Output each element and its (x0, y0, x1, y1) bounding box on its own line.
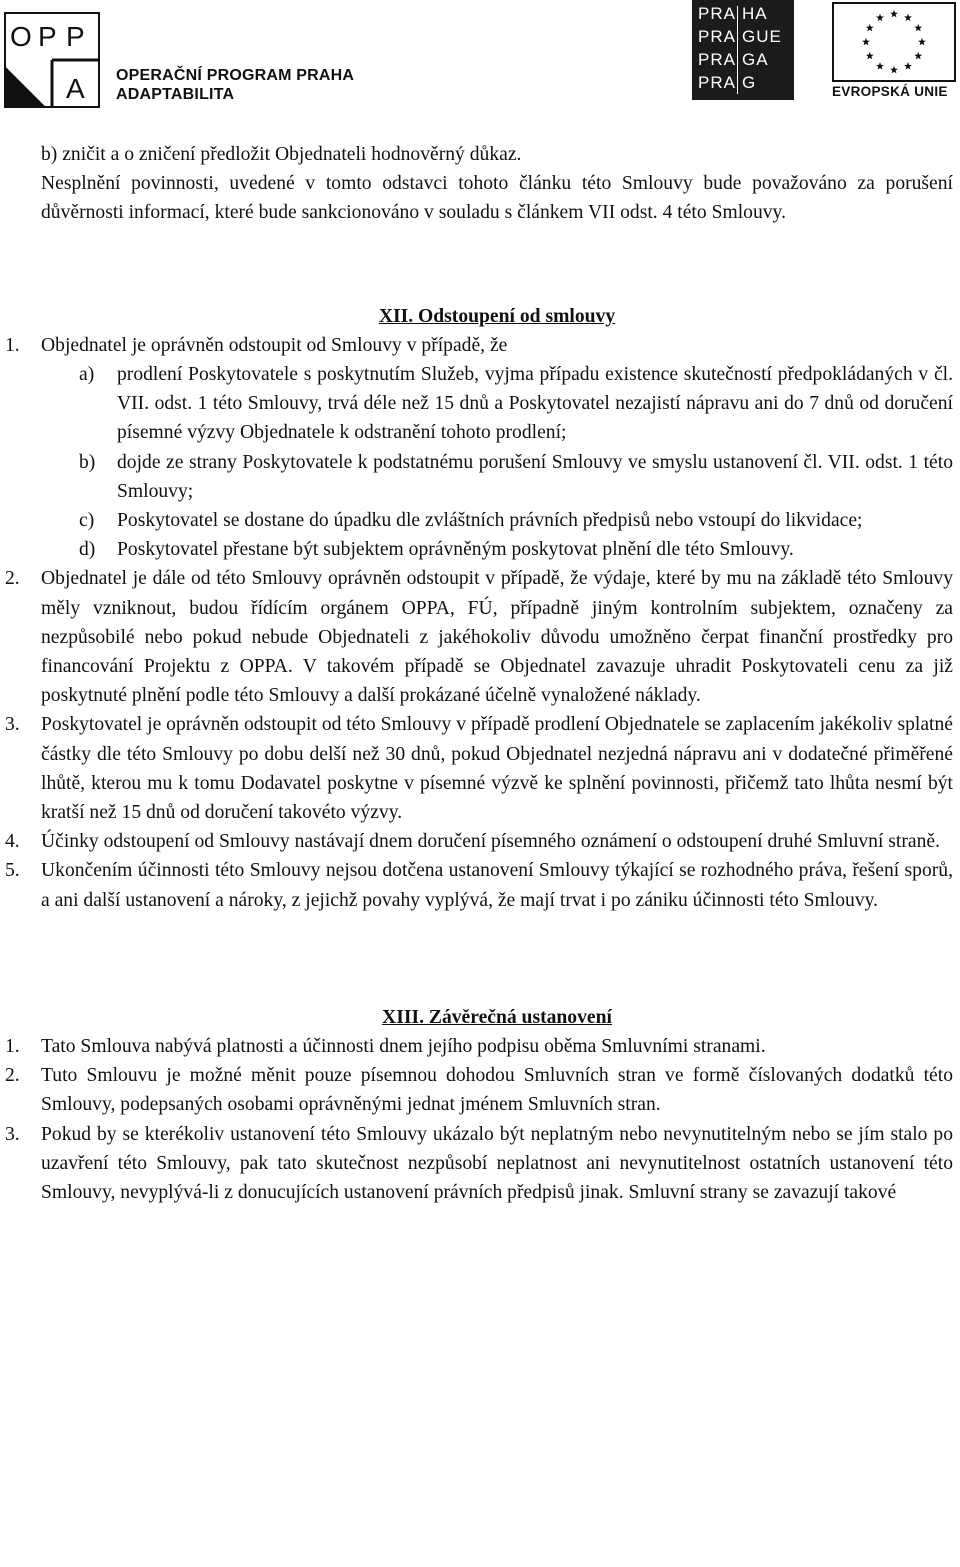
praha-cell: PRA (698, 50, 736, 69)
item-number: 2. (5, 568, 20, 590)
intro-paragraph: Nesplnění povinnosti, uvedené v tomto odstavci tohoto článku této Smlouvy bude považováno za porušení důvěrnosti informací, které bude sankcionováno v souladu s článkem VII odst. 4 této Smlouvy. (41, 173, 953, 224)
praha-logo (692, 0, 794, 100)
section-xii-item-1 (5, 331, 953, 360)
subitem-letter: c) (79, 510, 95, 532)
section-xiii-item-2 (5, 1061, 953, 1119)
subitem-c (79, 506, 953, 535)
praha-cell: GUE (742, 27, 782, 46)
section-xii-item-2 (5, 564, 953, 710)
oppa-letter-a: A (66, 73, 85, 104)
praha-cell: HA (742, 4, 768, 23)
item-text: Ukončením účinnosti této Smlouvy nejsou dotčena ustanovení Smlouvy týkající se rozhodného práva, řešení sporů, a ani další ustanovení a nároky, z jejichž povahy vyplývá, že mají trvat i po zániku účinnosti této Smlouvy. (41, 860, 953, 911)
item-number: 3. (5, 1123, 20, 1145)
item-text: Objednatel je oprávněn odstoupit od Smlouvy v případě, že (41, 334, 508, 356)
section-xii-item-4 (5, 827, 953, 856)
oppa-name-line2: ADAPTABILITA (116, 86, 235, 103)
subitem-d (79, 535, 953, 564)
document-body (5, 140, 953, 1207)
item-text: Objednatel je dále od této Smlouvy oprávněn odstoupit v případě, že výdaje, které by mu na základě této Smlouvy měly vzniknout, budou řídícím orgánem OPPA, FÚ, případně jiným kontrolním subjektem, označeny za nezpůsobilé nebo pokud nebude Objednateli z jakéhokoliv důvodu umožněno čerpat finanční prostředky pro financování Projektu z OPPA. V takovém případě se Objednatel zavazuje uhradit Poskytovateli cenu za již poskytnuté plnění podle této Smlouvy a další prokázané účelně vynaložené náklady. (41, 568, 953, 707)
subitem-b (79, 448, 953, 506)
item-text: Poskytovatel je oprávněn odstoupit od této Smlouvy v případě prodlení Objednatele se zaplacením jakékoliv splatné částky dle této Smlouvy po dobu delší než 30 dnů, pokud Objednatel nezjedná nápravu ani v dodatečné přiměřené lhůtě, kterou mu k tomu Dodavatel poskytne v písemné výzvě ke splnění povinnosti, přičemž tato lhůta nesmí být kratší než 15 dnů od doručení takovéto výzvy. (41, 714, 953, 824)
subitem-text: prodlení Poskytovatele s poskytnutím Služeb, vyjma případu existence skutečností předpokládaných v čl. VII. odst. 1 této Smlouvy, trvá déle než 15 dnů a Poskytovatel nezajistí nápravu ani do 7 dnů od doručení písemné výzvy Objednatele k odstranění tohoto prodlení; (117, 364, 953, 444)
item-number: 4. (5, 831, 20, 853)
subitem-text: dojde ze strany Poskytovatele k podstatnému porušení Smlouvy ve smyslu ustanovení čl. VII. odst. 1 této Smlouvy; (117, 451, 953, 502)
subitem-text: Poskytovatel se dostane do úpadku dle zvláštních právních předpisů nebo vstoupí do likvidace; (117, 510, 863, 532)
intro-line-b: b) zničit a o zničení předložit Objednateli hodnověrný důkaz. (41, 144, 522, 165)
praha-cell: PRA (698, 27, 736, 46)
section-xii-item-3 (5, 710, 953, 827)
item-number: 1. (5, 334, 20, 356)
subitem-letter: d) (79, 539, 96, 561)
item-text: Pokud by se kterékoliv ustanovení této Smlouvy ukázalo být neplatným nebo nevynutitelným nebo se jím stalo po uzavření této Smlouvy, pak tato skutečnost nezpůsobí neplatnost ani nevynutitelnost ostatních ustanovení této Smlouvy, nevyplývá-li z donucujících ustanovení právních předpisů jinak. Smluvní strany se zavazují takové (41, 1123, 953, 1204)
section-xiii-item-3 (5, 1120, 953, 1208)
item-text: Tato Smlouva nabývá platnosti a účinnosti dnem jejího podpisu oběma Smluvními stranami. (41, 1036, 766, 1058)
oppa-letter-p2: P (66, 21, 85, 52)
subitem-letter: b) (79, 451, 96, 473)
oppa-logo (4, 12, 100, 108)
oppa-name-line1: OPERAČNÍ PROGRAM PRAHA (116, 67, 355, 84)
subitem-a (79, 360, 953, 448)
page-header (0, 0, 960, 110)
item-number: 2. (5, 1065, 20, 1087)
subitem-letter: a) (79, 364, 95, 386)
praha-cell: G (742, 73, 757, 92)
item-text: Tuto Smlouvu je možné měnit pouze písemnou dohodou Smluvních stran ve formě číslovaných dodatků této Smlouvy, podepsaných osobami oprávněnými jednat jménem Smluvních stran. (41, 1065, 953, 1116)
item-number: 1. (5, 1036, 20, 1058)
section-xiii-item-1 (5, 1032, 953, 1061)
eu-label: EVROPSKÁ UNIE (832, 84, 948, 99)
praha-divider (737, 6, 738, 94)
oppa-letter-p1: P (38, 21, 57, 52)
praha-cell: PRA (698, 4, 736, 23)
section-xiii-heading: XIII. Závěrečná ustanovení (382, 1006, 612, 1028)
section-xii-heading: XII. Odstoupení od smlouvy (378, 305, 616, 327)
praha-cell: PRA (698, 73, 736, 92)
item-text: Účinky odstoupení od Smlouvy nastávají dnem doručení písemného oznámení o odstoupení druhé Smluvní straně. (41, 831, 940, 853)
item-number: 5. (5, 860, 20, 882)
eu-flag-icon (832, 2, 956, 82)
item-number: 3. (5, 714, 20, 736)
oppa-program-name (116, 66, 354, 104)
praha-cell: GA (742, 50, 769, 69)
section-xii-item-5 (5, 856, 953, 914)
subitem-text: Poskytovatel přestane být subjektem oprávněným poskytovat plnění dle této Smlouvy. (117, 539, 794, 561)
oppa-letter-o: O (10, 21, 32, 52)
